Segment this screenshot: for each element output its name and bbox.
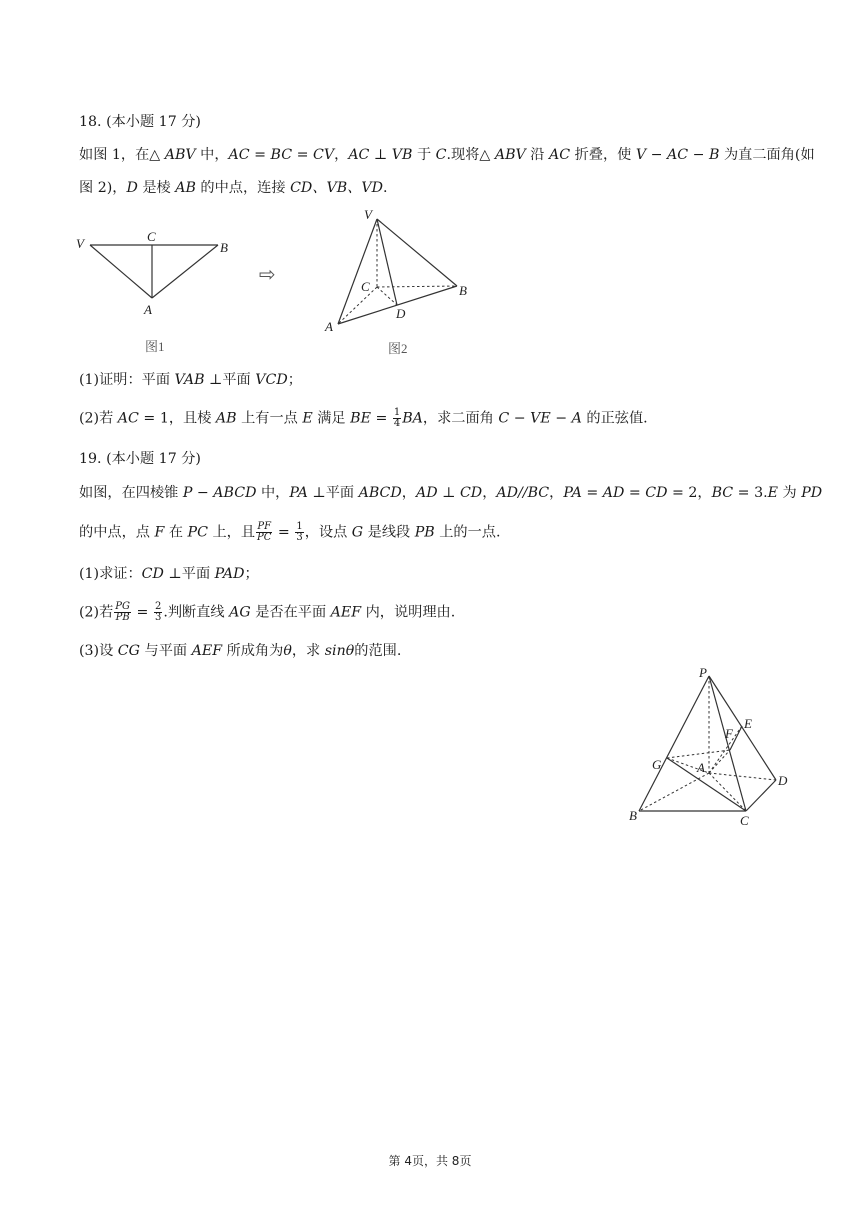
q19-part2: (2)若 $\frac{PG}{PB}$ = $\frac{2}{3}$ .判断直线 AG 是否在平面 AEF 内，说明理由. [79,601,456,623]
q19-header: 19. (本小题 17 分) [79,451,201,467]
fraction-1-3: $\frac{1}{3}$ [296,521,303,543]
q19-stem-line1: 如图，在四棱锥 P − ABCD 中，PA ⊥平面 ABCD，AD ⊥ CD，AD//BC，PA = AD = CD = 2，BC = 3.E 为 PD [79,485,823,501]
fig3-label-c: C [740,813,749,828]
fig2-label-b: B [459,283,467,298]
fig3-label-d: D [778,773,788,788]
fig3-label-b: B [629,808,637,823]
figure-2 [320,205,480,360]
fold-arrow-icon: ⇨ [259,262,276,286]
fig3-label-a: A [697,760,705,775]
fraction-2-3: $\frac{2}{3}$ [154,601,162,623]
fig3-label-e: E [744,716,752,731]
q19-part1: (1)求证：CD ⊥平面 PAD； [79,566,259,582]
fig2-label-c: C [361,279,370,294]
fig2-caption: 图2 [388,341,408,356]
fig1-label-a: A [144,302,152,317]
fig1-label-b: B [220,240,228,255]
figure-1 [70,224,240,358]
fig3-label-g: G [652,757,662,772]
q18-header: 18. (本小题 17 分) [79,114,201,130]
figure-pyramid [625,662,800,830]
fig2-label-a: A [325,319,333,334]
fig2-label-d: D [396,306,406,321]
fraction-pg-pb: $\frac{PG}{PB}$ [115,601,131,623]
fraction-1-4: $\frac{1}{4}$ [393,407,401,429]
q19-stem-line2: 的中点，点 F 在 PC 上，且 $\frac{PF}{PC}$ = $\frac{1}{3}$ ，设点 G 是线段 PB 上的一点. [79,521,501,543]
fig2-label-v: V [364,207,372,222]
fig1-label-c: C [147,229,156,244]
q18-part2: (2)若 AC = 1，且棱 AB 上有一点 E 满足 BE = $\frac{1}{4}$ BA，求二面角 C − VE − A 的正弦值. [79,407,648,429]
q18-part1: (1)证明：平面 VAB ⊥平面 VCD； [79,372,302,388]
page-footer: 第 4页，共 8页 [388,1154,472,1168]
fraction-pf-pc: $\frac{PF}{PC}$ [257,521,272,543]
fig1-label-v: V [76,236,84,251]
fig3-label-p: P [699,665,707,680]
q18-stem-line2: 图 2)，D 是棱 AB 的中点，连接 CD、VB、VD. [79,180,388,196]
q19-part3: (3)设 CG 与平面 AEF 所成角为θ，求 sinθ的范围. [79,643,402,659]
fig1-caption: 图1 [145,339,165,354]
fig3-label-f: F [725,726,733,741]
q18-stem-line1: 如图 1，在△ ABV 中，AC = BC = CV，AC ⊥ VB 于 C.现将△ ABV 沿 AC 折叠，使 V − AC − B 为直二面角(如 [79,147,815,163]
